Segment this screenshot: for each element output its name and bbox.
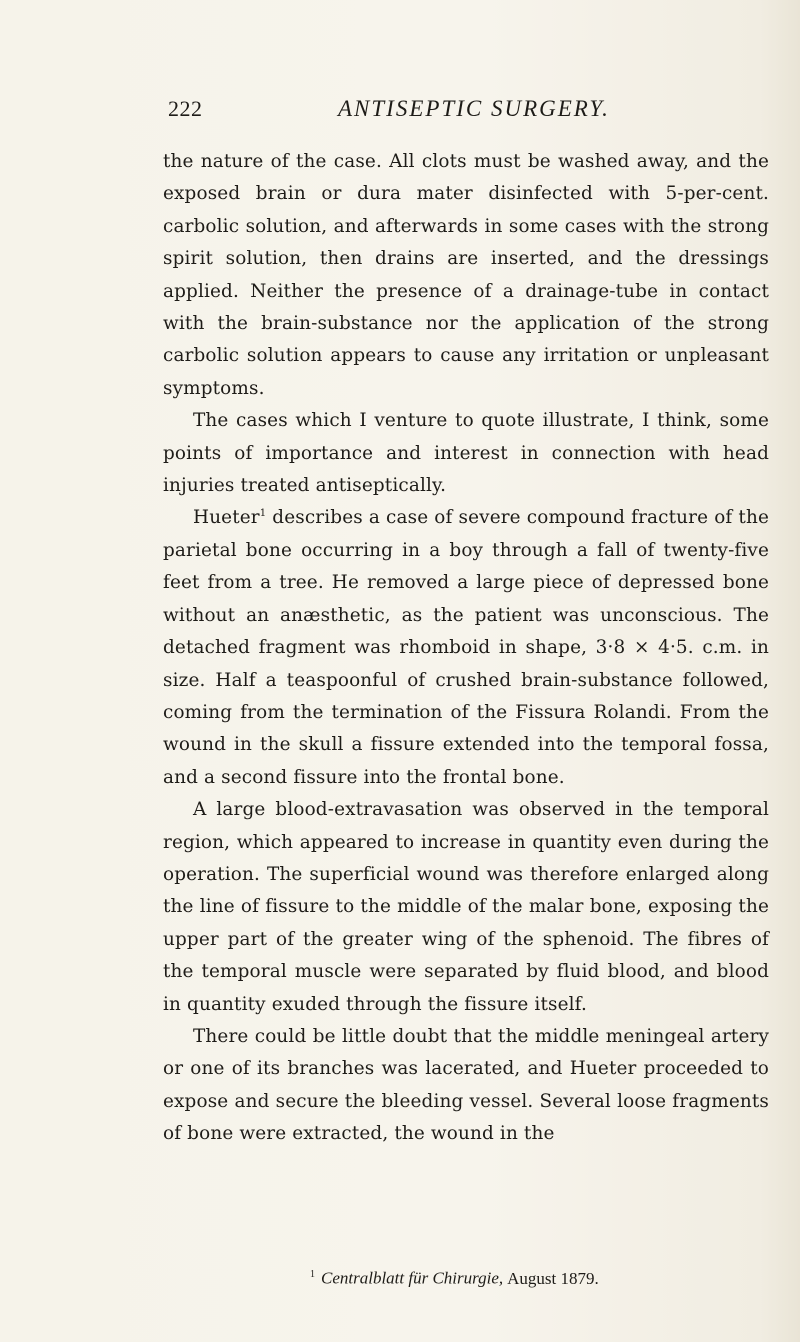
paragraph: [163, 502, 769, 794]
paragraph-text: describes a case of severe compound fracture of the parietal bone occurring in a boy through a fall of twenty-five feet from a tree. He removed a large piece of depressed bone without an anæsthetic, as the patient was unconscious. The detached fragment was rhomboid in shape, 3·8 × 4·5. c.m. in size. Half a teaspoonful of crushed brain-substance followed, coming from the termination of the Fissura Rolandi. From the wound in the skull a fissure extended into the temporal fossa, and a second fissure into the frontal bone.: [163, 507, 769, 788]
footnote-reference: 1: [259, 508, 267, 520]
paragraph: The cases which I venture to quote illustrate, I think, some points of importance and interest in connection with head injuries treated antiseptically.: [163, 410, 769, 497]
paragraph: the nature of the case. All clots must be washed away, and the exposed brain or dura mater disinfected with 5-per-cent. carbolic solution, and afterwards in some cases with the strong spirit solution, then drains are inserted, and the dressings applied. Neither the presence of a drainage-tube in contact with the brain-substance nor the application of the strong carbolic solution appears to cause any irritation or unpleasant symptoms.: [163, 151, 769, 399]
body-text: [163, 146, 769, 1151]
paragraph: A large blood-extravasation was observed in the temporal region, which appeared to increase in quantity even during the operation. The superficial wound was therefore enlarged along the line of fissure to the middle of the malar bone, exposing the upper part of the greater wing of the sphenoid. The fibres of the temporal muscle were separated by fluid blood, and blood in quantity exuded through the fissure itself.: [163, 799, 769, 1015]
page-number: 222: [168, 96, 203, 121]
footnote: [310, 1264, 770, 1290]
footnote-mark: 1: [310, 1269, 315, 1280]
footnote-date: August 1879.: [507, 1268, 599, 1288]
paragraph: There could be little doubt that the middle meningeal artery or one of its branches was lacerated, and Hueter proceeded to expose and secure the bleeding vessel. Several loose fragments of bone were extracted, the wound in the: [163, 1025, 769, 1145]
page-header: [168, 96, 768, 130]
running-title: ANTISEPTIC SURGERY.: [338, 96, 610, 121]
footnote-journal: Centralblatt für Chirurgie,: [321, 1268, 504, 1288]
paragraph-lead: Hueter: [193, 507, 260, 529]
